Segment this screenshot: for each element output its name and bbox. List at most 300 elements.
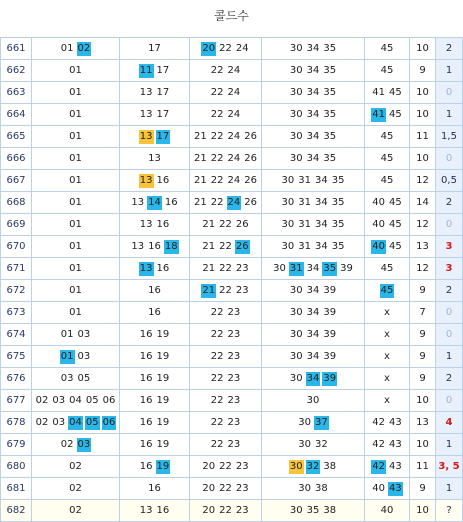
number: 38	[323, 504, 337, 516]
number: 22	[210, 108, 224, 120]
number: 16	[156, 504, 170, 516]
number: 01	[69, 218, 82, 230]
number: 30	[289, 372, 303, 384]
number: 03	[52, 416, 66, 428]
number: 01	[69, 240, 82, 252]
number-group-3	[190, 412, 262, 434]
number: 19	[156, 328, 170, 340]
number: 13	[131, 240, 145, 252]
number-group-4	[262, 192, 365, 214]
number: 39	[323, 328, 337, 340]
number: 22	[210, 350, 224, 362]
number-group-5	[365, 478, 410, 500]
table-row	[1, 170, 463, 192]
number-count: 10	[410, 500, 436, 522]
number-group-2	[120, 214, 190, 236]
number-group-1	[32, 170, 120, 192]
number-group-3	[190, 456, 262, 478]
highlighted-number: 17	[156, 130, 170, 142]
number: 35	[323, 108, 337, 120]
number: 16	[139, 460, 153, 472]
table-row	[1, 368, 463, 390]
number: 34	[306, 86, 320, 98]
number: 06	[102, 394, 116, 406]
number: 42	[372, 416, 385, 428]
number-group-4	[262, 258, 365, 280]
hit-count: 3, 5	[436, 456, 463, 478]
number: 02	[69, 460, 82, 472]
number: 17	[156, 108, 170, 120]
hit-count: 1	[436, 478, 463, 500]
number: 45	[389, 218, 402, 230]
number-count: 9	[410, 60, 436, 82]
number-group-3	[190, 500, 262, 522]
number: 22	[210, 130, 224, 142]
hit-count: 3	[436, 258, 463, 280]
number: 16	[139, 416, 153, 428]
number: 03	[60, 372, 74, 384]
number-count: 13	[410, 412, 436, 434]
number: 24	[235, 42, 249, 54]
number: 35	[323, 130, 337, 142]
number: 26	[244, 130, 257, 142]
number: 39	[323, 284, 337, 296]
number: 01	[69, 174, 82, 186]
number-group-2	[120, 456, 190, 478]
number: 35	[331, 218, 345, 230]
number-group-5	[365, 82, 410, 104]
hit-count: 0,5	[436, 170, 463, 192]
number: 30	[289, 42, 303, 54]
number: 34	[315, 174, 328, 186]
number: 42	[372, 438, 385, 450]
table-row	[1, 280, 463, 302]
round-number: 670	[1, 236, 32, 258]
round-number: 669	[1, 214, 32, 236]
number: 40	[372, 196, 385, 208]
number-count: 10	[410, 104, 436, 126]
round-number: 674	[1, 324, 32, 346]
number: 17	[156, 64, 170, 76]
number-group-5	[365, 390, 410, 412]
round-number: 677	[1, 390, 32, 412]
table-row	[1, 324, 463, 346]
hit-count: 1	[436, 434, 463, 456]
number: 22	[219, 218, 232, 230]
number-group-4	[262, 214, 365, 236]
number: 23	[235, 284, 249, 296]
hit-count: 0	[436, 148, 463, 170]
number-group-2	[120, 478, 190, 500]
table-row	[1, 148, 463, 170]
round-number: 672	[1, 280, 32, 302]
number: 24	[227, 152, 241, 164]
number-group-3	[190, 302, 262, 324]
number: 45	[380, 174, 394, 186]
number: 05	[77, 372, 91, 384]
number-group-5	[365, 214, 410, 236]
number: 43	[389, 416, 402, 428]
hit-count: 0	[436, 390, 463, 412]
number: 22	[219, 460, 232, 472]
round-number: 663	[1, 82, 32, 104]
number-group-1	[32, 104, 120, 126]
number-group-5	[365, 280, 410, 302]
number-group-5	[365, 258, 410, 280]
number-group-4	[262, 280, 365, 302]
number: 22	[219, 42, 232, 54]
number-group-3	[190, 236, 262, 258]
number: 20	[202, 460, 216, 472]
highlighted-number: 21	[202, 284, 216, 296]
number: 01	[69, 262, 82, 274]
highlighted-number: 30	[289, 460, 303, 472]
table-row	[1, 478, 463, 500]
number-group-1	[32, 302, 120, 324]
number: 35	[331, 174, 345, 186]
number: 21	[202, 218, 216, 230]
number: 30	[289, 130, 303, 142]
number: 01	[69, 152, 82, 164]
number: 16	[148, 306, 161, 318]
number: 21	[202, 262, 216, 274]
number-group-1	[32, 346, 120, 368]
number: 30	[289, 64, 303, 76]
number: 24	[227, 130, 241, 142]
number: 20	[202, 504, 216, 516]
number: 30	[273, 262, 286, 274]
number-group-2	[120, 82, 190, 104]
number-count: 10	[410, 38, 436, 60]
table-row	[1, 302, 463, 324]
number: 22	[210, 174, 224, 186]
number: 02	[35, 394, 49, 406]
number-count: 9	[410, 324, 436, 346]
number: 17	[156, 86, 170, 98]
hit-count: 2	[436, 38, 463, 60]
number: 30	[289, 350, 303, 362]
number: 22	[219, 482, 232, 494]
highlighted-number: 13	[139, 174, 153, 186]
number: 16	[156, 174, 170, 186]
number: 24	[227, 64, 241, 76]
number-group-2	[120, 192, 190, 214]
number-group-4	[262, 126, 365, 148]
number: 02	[69, 482, 82, 494]
number: 35	[323, 64, 337, 76]
round-number: 661	[1, 38, 32, 60]
number: 01	[69, 306, 82, 318]
number: 45	[389, 86, 402, 98]
number-group-2	[120, 434, 190, 456]
number: 21	[194, 174, 207, 186]
round-number: 665	[1, 126, 32, 148]
highlighted-number: 39	[323, 372, 337, 384]
number: 02	[35, 416, 49, 428]
number-group-1	[32, 412, 120, 434]
number: 35	[323, 152, 337, 164]
number-group-1	[32, 60, 120, 82]
number-group-4	[262, 38, 365, 60]
number-group-3	[190, 324, 262, 346]
number-group-1	[32, 148, 120, 170]
number: 30	[281, 218, 295, 230]
table-row	[1, 456, 463, 478]
number-group-3	[190, 368, 262, 390]
number-group-1	[32, 82, 120, 104]
number: 01	[60, 42, 74, 54]
number-group-4	[262, 236, 365, 258]
number: 16	[156, 262, 170, 274]
number: 30	[298, 438, 311, 450]
number: 16	[148, 240, 161, 252]
hit-count: 1	[436, 346, 463, 368]
number: 41	[372, 86, 385, 98]
number-group-2	[120, 390, 190, 412]
number: 01	[69, 108, 82, 120]
number-count: 11	[410, 126, 436, 148]
number: 34	[306, 306, 320, 318]
number: 03	[77, 350, 91, 362]
number-group-1	[32, 478, 120, 500]
number-group-5	[365, 170, 410, 192]
number: 19	[156, 394, 170, 406]
number: 02	[69, 504, 82, 516]
number: 23	[227, 306, 241, 318]
cold-number-table	[0, 37, 463, 522]
highlighted-number: 43	[389, 482, 402, 494]
hit-count: 0	[436, 324, 463, 346]
highlighted-number: 45	[380, 284, 394, 296]
number: 16	[156, 218, 170, 230]
table-row	[1, 82, 463, 104]
number-group-5	[365, 456, 410, 478]
highlighted-number: 13	[139, 262, 153, 274]
number: 30	[281, 240, 295, 252]
number: 34	[306, 42, 320, 54]
number-group-2	[120, 302, 190, 324]
number: x	[384, 328, 390, 340]
round-number: 678	[1, 412, 32, 434]
table-row	[1, 60, 463, 82]
number: 23	[227, 394, 241, 406]
hit-count: 0	[436, 302, 463, 324]
number-group-2	[120, 346, 190, 368]
highlighted-number: 32	[306, 460, 320, 472]
number: 26	[244, 196, 257, 208]
number: 22	[210, 196, 224, 208]
table-row	[1, 104, 463, 126]
number-group-1	[32, 390, 120, 412]
number: 13	[139, 108, 153, 120]
number: 39	[340, 262, 353, 274]
highlighted-number: 04	[69, 416, 82, 428]
number-group-1	[32, 192, 120, 214]
number: 22	[219, 284, 232, 296]
number: 23	[227, 438, 241, 450]
number-group-4	[262, 60, 365, 82]
number: 03	[52, 394, 66, 406]
number-group-2	[120, 126, 190, 148]
number: 30	[289, 284, 303, 296]
number: 34	[315, 240, 328, 252]
highlighted-number: 03	[77, 438, 91, 450]
number: 23	[227, 350, 241, 362]
number: 30	[289, 504, 303, 516]
number: 45	[380, 42, 394, 54]
number: 01	[69, 130, 82, 142]
table-row	[1, 434, 463, 456]
number-group-3	[190, 478, 262, 500]
number: 34	[306, 64, 320, 76]
number: 35	[323, 86, 337, 98]
number: 17	[148, 42, 161, 54]
number: 31	[298, 218, 311, 230]
number-group-2	[120, 38, 190, 60]
number-group-3	[190, 148, 262, 170]
number: 16	[164, 196, 178, 208]
highlighted-number: 37	[315, 416, 328, 428]
number: 22	[210, 416, 224, 428]
number-count: 7	[410, 302, 436, 324]
number-group-2	[120, 280, 190, 302]
table-row	[1, 126, 463, 148]
number: 04	[69, 394, 82, 406]
number: 01	[69, 86, 82, 98]
highlighted-number: 40	[372, 240, 385, 252]
number-group-5	[365, 104, 410, 126]
number: 16	[139, 438, 153, 450]
number-group-5	[365, 148, 410, 170]
table-row	[1, 390, 463, 412]
number-group-1	[32, 236, 120, 258]
highlighted-number: 26	[235, 240, 249, 252]
number: 23	[227, 416, 241, 428]
number-group-5	[365, 302, 410, 324]
number-count: 9	[410, 346, 436, 368]
number: 22	[210, 328, 224, 340]
highlighted-number: 24	[227, 196, 241, 208]
table-row	[1, 412, 463, 434]
number: 35	[331, 196, 345, 208]
number-group-1	[32, 324, 120, 346]
number: 39	[323, 350, 337, 362]
number: 22	[210, 152, 224, 164]
number: 16	[139, 328, 153, 340]
round-number: 666	[1, 148, 32, 170]
number: 05	[85, 394, 99, 406]
number-count: 12	[410, 170, 436, 192]
number: 21	[194, 130, 207, 142]
round-number: 681	[1, 478, 32, 500]
hit-count: 0	[436, 82, 463, 104]
number: 22	[210, 306, 224, 318]
number: 22	[210, 64, 224, 76]
highlighted-number: 06	[102, 416, 116, 428]
number: 22	[210, 394, 224, 406]
number-group-5	[365, 126, 410, 148]
number-group-5	[365, 60, 410, 82]
number-group-3	[190, 104, 262, 126]
number-count: 9	[410, 478, 436, 500]
number-group-4	[262, 478, 365, 500]
highlighted-number: 13	[139, 130, 153, 142]
round-number: 682	[1, 500, 32, 522]
number: 40	[380, 504, 394, 516]
number: 32	[315, 438, 328, 450]
highlighted-number: 18	[164, 240, 178, 252]
number-count: 14	[410, 192, 436, 214]
number-group-4	[262, 148, 365, 170]
number: 34	[306, 152, 320, 164]
hit-count: 4	[436, 412, 463, 434]
number-group-3	[190, 60, 262, 82]
number: 16	[139, 372, 153, 384]
number: 45	[380, 64, 394, 76]
number-group-1	[32, 434, 120, 456]
number-count: 10	[410, 390, 436, 412]
number-group-2	[120, 324, 190, 346]
table-row	[1, 38, 463, 60]
number: 26	[244, 174, 257, 186]
round-number: 668	[1, 192, 32, 214]
highlighted-number: 02	[77, 42, 91, 54]
number-count: 10	[410, 82, 436, 104]
number: 24	[227, 108, 241, 120]
number-group-4	[262, 390, 365, 412]
number: 23	[235, 262, 249, 274]
number: 26	[235, 218, 249, 230]
number-group-1	[32, 456, 120, 478]
number: 20	[202, 482, 216, 494]
number-group-1	[32, 500, 120, 522]
number: 16	[139, 350, 153, 362]
number: 30	[289, 108, 303, 120]
highlighted-number: 14	[148, 196, 161, 208]
number: 13	[139, 504, 153, 516]
highlighted-number: 41	[372, 108, 385, 120]
number-group-3	[190, 434, 262, 456]
number: 23	[235, 504, 249, 516]
number: 39	[323, 306, 337, 318]
number-count: 12	[410, 214, 436, 236]
number-group-2	[120, 500, 190, 522]
number: 31	[298, 174, 311, 186]
number-group-3	[190, 390, 262, 412]
number-group-4	[262, 104, 365, 126]
number: x	[384, 350, 390, 362]
number-group-3	[190, 126, 262, 148]
number-count: 13	[410, 236, 436, 258]
hit-count: 1	[436, 60, 463, 82]
number: 22	[219, 504, 232, 516]
number: 34	[306, 108, 320, 120]
number-group-2	[120, 236, 190, 258]
number: 16	[139, 394, 153, 406]
round-number: 662	[1, 60, 32, 82]
number: 01	[60, 328, 74, 340]
number: 30	[289, 86, 303, 98]
table-row	[1, 500, 463, 522]
number: 40	[372, 218, 385, 230]
number: 34	[306, 284, 320, 296]
number: 22	[210, 86, 224, 98]
highlighted-number: 01	[60, 350, 74, 362]
table-row	[1, 346, 463, 368]
number-count: 11	[410, 456, 436, 478]
number: 35	[323, 42, 337, 54]
number: 24	[227, 174, 241, 186]
